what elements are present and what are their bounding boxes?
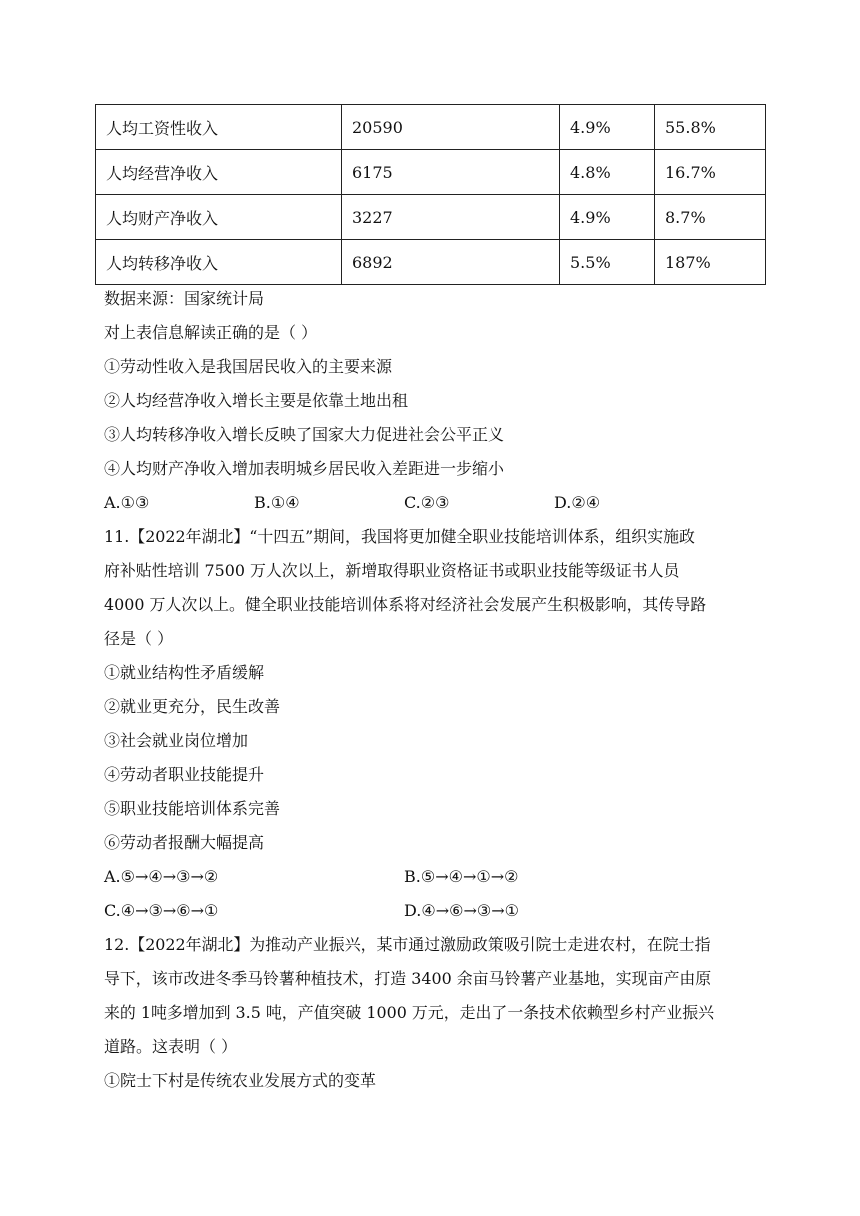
q11-option-a[interactable]: A.⑤→④→③→② <box>104 867 219 886</box>
income-table <box>95 104 766 285</box>
q12-stem-line: 12.【2022年湖北】为推动产业振兴，某市通过激励政策吸引院士走进农村，在院士指 <box>104 935 711 954</box>
q11-option-c[interactable]: C.④→③→⑥→① <box>104 901 219 920</box>
q10-option-d[interactable]: D.②④ <box>554 493 601 512</box>
table-cell: 5.5% <box>560 240 655 285</box>
q10-statement: ①劳动性收入是我国居民收入的主要来源 <box>104 357 393 376</box>
q10-statement: ②人均经营净收入增长主要是依靠土地出租 <box>104 391 409 410</box>
table-cell: 人均工资性收入 <box>96 105 342 150</box>
table-row <box>96 240 766 285</box>
table-cell: 8.7% <box>655 195 766 240</box>
q11-stem-line: 11.【2022年湖北】“十四五”期间，我国将更加健全职业技能培训体系，组织实施政 <box>104 527 695 546</box>
q10-option-b[interactable]: B.①④ <box>254 493 300 512</box>
q11-statement: ⑤职业技能培训体系完善 <box>104 799 281 818</box>
q12-stem-line: 来的 1吨多增加到 3.5 吨，产值突破 1000 万元，走出了一条技术依赖型乡村产业振兴 <box>104 1003 715 1022</box>
table-cell: 20590 <box>342 105 560 150</box>
q10-stem: 对上表信息解读正确的是（ ） <box>104 323 318 342</box>
table-cell: 人均财产净收入 <box>96 195 342 240</box>
q10-statement: ④人均财产净收入增加表明城乡居民收入差距进一步缩小 <box>104 459 505 478</box>
table-cell: 187% <box>655 240 766 285</box>
q11-statement: ④劳动者职业技能提升 <box>104 765 265 784</box>
q11-statement: ⑥劳动者报酬大幅提高 <box>104 833 265 852</box>
q11-stem-line: 府补贴性培训 7500 万人次以上，新增取得职业资格证书或职业技能等级证书人员 <box>104 561 680 580</box>
q10-option-c[interactable]: C.②③ <box>404 493 450 512</box>
q10-option-a[interactable]: A.①③ <box>104 493 150 512</box>
q10-statement: ③人均转移净收入增长反映了国家大力促进社会公平正义 <box>104 425 505 444</box>
table-row <box>96 105 766 150</box>
q12-stem-line: 道路。这表明（ ） <box>104 1037 238 1056</box>
q12-statement: ①院士下村是传统农业发展方式的变革 <box>104 1071 377 1090</box>
table-cell: 4.9% <box>560 105 655 150</box>
source-note: 数据来源：国家统计局 <box>104 289 265 308</box>
q11-option-d[interactable]: D.④→⑥→③→① <box>404 901 519 920</box>
q11-option-b[interactable]: B.⑤→④→①→② <box>404 867 519 886</box>
table-cell: 4.8% <box>560 150 655 195</box>
q11-statement: ②就业更充分，民生改善 <box>104 697 281 716</box>
q11-statement: ①就业结构性矛盾缓解 <box>104 663 265 682</box>
table-cell: 16.7% <box>655 150 766 195</box>
q11-stem-line: 4000 万人次以上。健全职业技能培训体系将对经济社会发展产生积极影响，其传导路 <box>104 595 707 614</box>
table-cell: 6175 <box>342 150 560 195</box>
table-cell: 3227 <box>342 195 560 240</box>
q12-stem-line: 导下，该市改进冬季马铃薯种植技术，打造 3400 余亩马铃薯产业基地，实现亩产由原 <box>104 969 712 988</box>
table-cell: 4.9% <box>560 195 655 240</box>
table-cell: 6892 <box>342 240 560 285</box>
table-row <box>96 150 766 195</box>
q11-statement: ③社会就业岗位增加 <box>104 731 249 750</box>
table-cell: 55.8% <box>655 105 766 150</box>
q11-stem-line: 径是（ ） <box>104 629 174 648</box>
table-row <box>96 195 766 240</box>
table-cell: 人均转移净收入 <box>96 240 342 285</box>
table-cell: 人均经营净收入 <box>96 150 342 195</box>
